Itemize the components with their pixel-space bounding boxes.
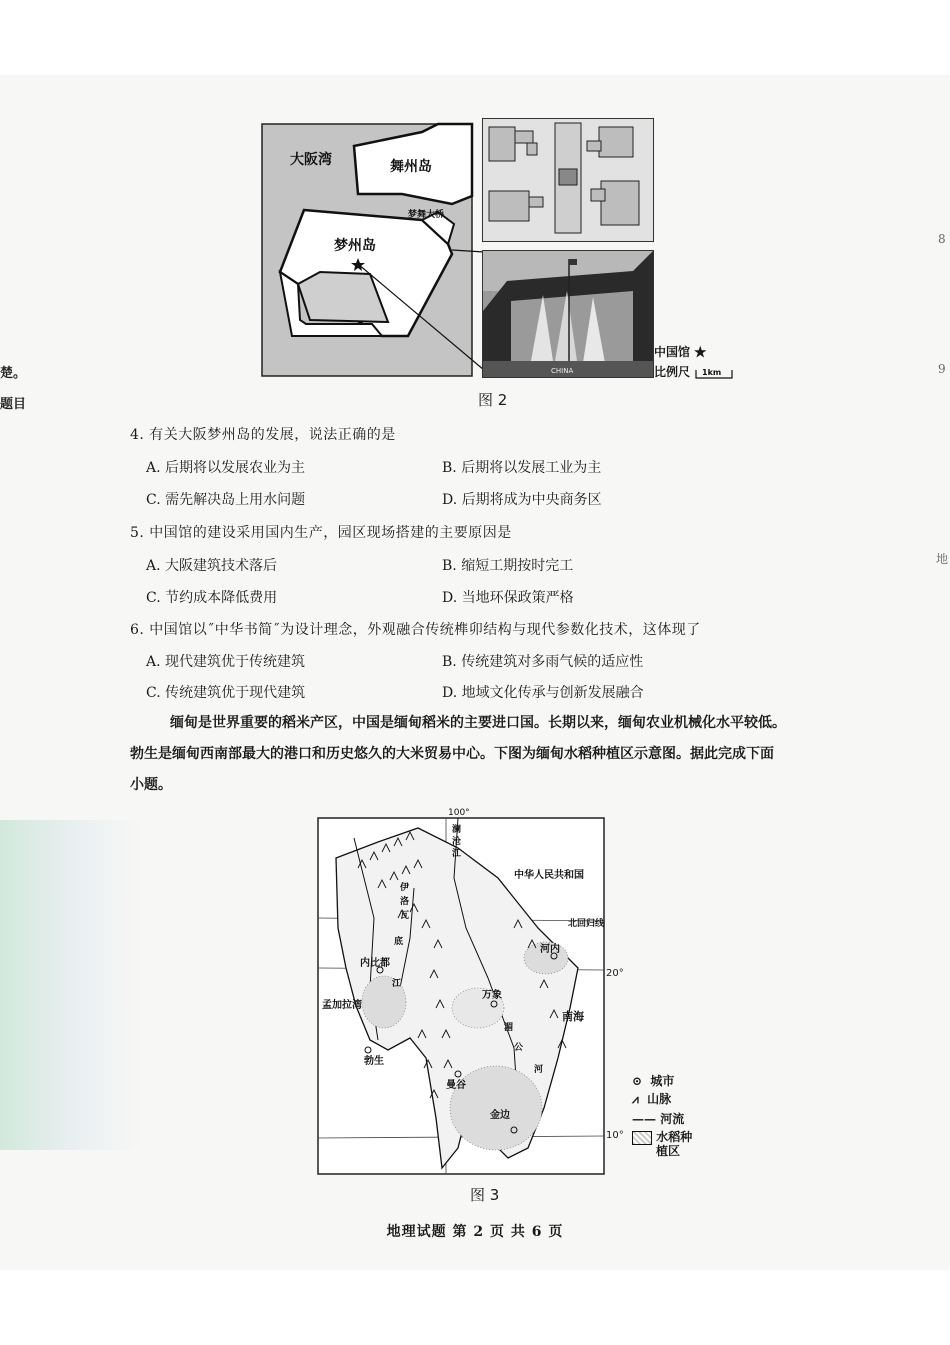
- question-5-option-c: C. 节约成本降低费用: [146, 590, 278, 606]
- label-100-degree: 100°: [448, 808, 470, 818]
- osaka-island-map: [262, 124, 472, 376]
- river-icon: ——: [632, 1112, 656, 1126]
- question-6-option-c: C. 传统建筑优于现代建筑: [146, 685, 306, 701]
- label-bridge: 梦舞大桥: [408, 210, 445, 220]
- label-yumeshima: 梦州岛: [334, 238, 376, 254]
- label-irrawaddy-5: 江: [392, 979, 402, 989]
- scan-border-top: [0, 0, 950, 75]
- china-pavilion-photo: [482, 250, 654, 378]
- page-footer: 地理试题 第 2 页 共 6 页: [386, 1224, 564, 1240]
- question-6-stem: 6. 中国馆以˝中华书简˝为设计理念，外观融合传统榫卯结构与现代参数化技术，这体现了: [130, 622, 701, 638]
- mortise-tenon-illustration: [482, 118, 654, 242]
- figure-2-caption: 图 2: [478, 391, 508, 409]
- label-irrawaddy-1: 伊: [400, 883, 410, 893]
- question-4-option-a: A. 后期将以发展农业为主: [146, 460, 306, 476]
- margin-bleed-left-2: 题目: [0, 397, 27, 412]
- star-icon: ★: [694, 345, 707, 359]
- figure-3-caption: 图 3: [470, 1186, 500, 1204]
- margin-bleed-right-1: 8: [938, 232, 946, 246]
- label-bay-of-bengal: 孟加拉湾: [322, 1000, 362, 1011]
- label-pathein: 勃生: [364, 1056, 384, 1067]
- city-icon: ⊙: [632, 1074, 643, 1088]
- margin-bleed-right-3: 地: [936, 552, 949, 566]
- mountain-icon: ⩘: [632, 1092, 639, 1106]
- label-nay-pyi-taw: 内比都: [360, 958, 390, 969]
- question-5-option-d: D. 当地环保政策严格: [442, 590, 574, 606]
- scale-value: 1km: [702, 367, 722, 377]
- label-20-degree: 20°: [606, 968, 624, 979]
- question-5-option-b: B. 缩短工期按时完工: [442, 558, 574, 574]
- legend-rice-2: 植区: [656, 1144, 681, 1158]
- photo-china-text: CHINA: [551, 367, 574, 375]
- label-irrawaddy-4: 底: [394, 937, 404, 947]
- label-mekong-1: 湄: [504, 1023, 514, 1033]
- label-lancang-3: 江: [452, 849, 462, 859]
- question-4-stem: 4. 有关大阪梦州岛的发展，说法正确的是: [130, 427, 396, 443]
- label-irrawaddy-2: 洛: [400, 897, 410, 907]
- legend-scale-label: 比例尺: [654, 365, 691, 379]
- label-irrawaddy-3: 瓦: [400, 911, 410, 921]
- figure-2: [262, 124, 740, 379]
- figure-2-legend: [654, 342, 734, 382]
- legend-mountain: 山脉: [647, 1092, 672, 1106]
- label-lancang-1: 澜: [452, 825, 462, 835]
- myanmar-rice-map: [318, 808, 604, 1174]
- passage-line-2: 勃生是缅甸西南部最大的港口和历史悠久的大米贸易中心。下图为缅甸水稻种植区示意图。据此完成下面: [130, 746, 774, 762]
- label-bangkok: 曼谷: [446, 1080, 466, 1091]
- label-maishima: 舞州岛: [390, 159, 432, 175]
- label-10-degree: 10°: [606, 1130, 624, 1141]
- label-mekong-3: 河: [534, 1065, 544, 1075]
- question-4-option-b: B. 后期将以发展工业为主: [442, 460, 602, 476]
- label-hanoi: 河内: [540, 944, 560, 955]
- legend-city: 城市: [650, 1074, 675, 1088]
- margin-bleed-right-2: 9: [938, 362, 946, 376]
- passage-line-3: 小题。: [130, 777, 172, 793]
- rice-region-icon: [632, 1131, 652, 1145]
- scale-bar-icon: [694, 366, 734, 380]
- label-mekong-2: 公: [514, 1043, 524, 1053]
- scan-border-bottom: [0, 1270, 950, 1345]
- passage-line-1: 缅甸是世界重要的稻米产区，中国是缅甸稻米的主要进口国。长期以来，缅甸农业机械化水平较低。: [170, 715, 786, 731]
- question-5-stem: 5. 中国馆的建设采用国内生产，园区现场搭建的主要原因是: [130, 525, 512, 541]
- label-lancang-2: 沧: [452, 837, 462, 847]
- question-4-option-c: C. 需先解决岛上用水问题: [146, 492, 306, 508]
- question-6-option-a: A. 现代建筑优于传统建筑: [146, 654, 306, 670]
- label-china: 中华人民共和国: [514, 870, 584, 881]
- question-5-option-a: A. 大阪建筑技术落后: [146, 558, 278, 574]
- scan-stain: [0, 820, 140, 1150]
- label-south-sea: 南海: [562, 1010, 584, 1023]
- question-6-option-d: D. 地域文化传承与创新发展融合: [442, 685, 644, 701]
- label-osaka-bay: 大阪湾: [290, 152, 332, 168]
- label-tropic: 北回归线: [567, 919, 604, 929]
- legend-china-pavilion-label: 中国馆: [654, 345, 691, 359]
- label-vientiane: 万象: [482, 990, 502, 1001]
- question-4-option-d: D. 后期将成为中央商务区: [442, 492, 602, 508]
- legend-river: 河流: [660, 1112, 685, 1126]
- margin-bleed-left-1: 楚。: [0, 366, 27, 381]
- legend-rice-1: 水稻种: [656, 1130, 693, 1144]
- question-6-option-b: B. 传统建筑对多雨气候的适应性: [442, 654, 644, 670]
- label-phnom-penh: 金边: [490, 1110, 510, 1121]
